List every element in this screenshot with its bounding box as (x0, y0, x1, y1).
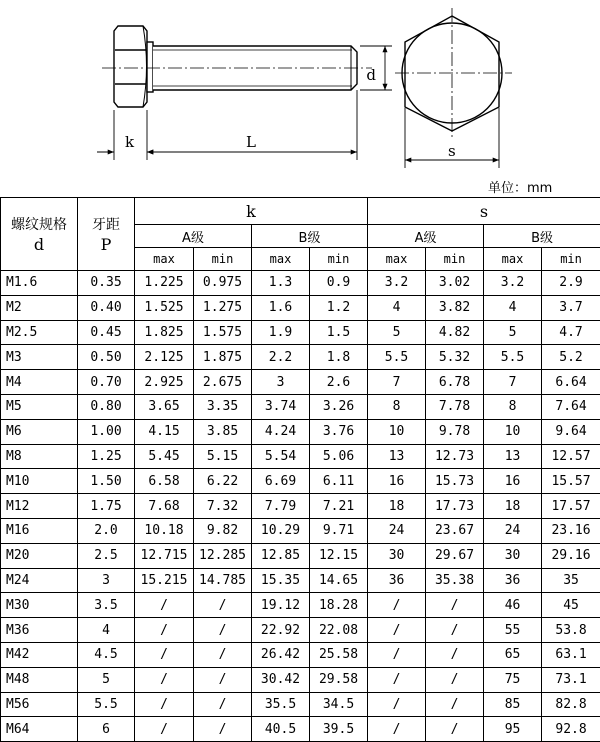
bolt-drawing-svg (0, 0, 600, 175)
pitch-cell: 5 (78, 667, 135, 692)
pitch-cell: 0.35 (78, 271, 135, 296)
s-b-min-cell: 3.7 (542, 295, 600, 320)
pitch-cell: 4.5 (78, 642, 135, 667)
k-b-max-cell: 40.5 (252, 717, 310, 742)
s-b-max-cell: 85 (484, 692, 542, 717)
k-a-max-cell: / (135, 717, 194, 742)
s-a-max-cell: 36 (368, 568, 426, 593)
s-a-max-header: max (368, 248, 426, 271)
s-a-min-cell: 5.32 (426, 345, 484, 370)
k-b-min-cell: 6.11 (310, 469, 368, 494)
k-b-max-cell: 4.24 (252, 419, 310, 444)
s-a-min-header: min (426, 248, 484, 271)
k-b-min-cell: 14.65 (310, 568, 368, 593)
s-a-min-cell: 6.78 (426, 370, 484, 395)
s-b-min-cell: 82.8 (542, 692, 600, 717)
pitch-cell: 0.45 (78, 320, 135, 345)
k-b-max-cell: 1.9 (252, 320, 310, 345)
thread-spec-cell: M2.5 (1, 320, 78, 345)
table-row (1, 444, 600, 469)
k-b-min-cell: 7.21 (310, 494, 368, 519)
s-b-min-cell: 5.2 (542, 345, 600, 370)
thread-spec-symbol: d (33, 234, 45, 254)
k-b-max-cell: 1.3 (252, 271, 310, 296)
k-b-min-cell: 29.58 (310, 667, 368, 692)
k-a-max-cell: 7.68 (135, 494, 194, 519)
thread-spec-cell: M56 (1, 692, 78, 717)
s-a-min-cell: 12.73 (426, 444, 484, 469)
table-row (1, 295, 600, 320)
s-a-max-cell: 3.2 (368, 271, 426, 296)
k-a-min-cell: 2.675 (194, 370, 252, 395)
k-b-max-cell: 3.74 (252, 394, 310, 419)
table-row (1, 370, 600, 395)
k-a-max-cell: / (135, 667, 194, 692)
k-a-min-cell: / (194, 618, 252, 643)
s-a-max-cell: 7 (368, 370, 426, 395)
s-b-min-cell: 35 (542, 568, 600, 593)
s-a-min-cell: 3.02 (426, 271, 484, 296)
s-b-max-cell: 24 (484, 518, 542, 543)
table-row (1, 717, 600, 742)
s-a-max-cell: / (368, 618, 426, 643)
thread-spec-cell: M64 (1, 717, 78, 742)
k-b-min-cell: 1.5 (310, 320, 368, 345)
s-b-max-cell: 3.2 (484, 271, 542, 296)
k-b-max-cell: 10.29 (252, 518, 310, 543)
table-row (1, 394, 600, 419)
s-b-min-cell: 63.1 (542, 642, 600, 667)
s-grade-b-header: B级 (484, 225, 600, 248)
k-a-max-cell: / (135, 692, 194, 717)
s-a-min-cell: 29.67 (426, 543, 484, 568)
k-grade-a-header: A级 (135, 225, 252, 248)
s-a-min-cell: / (426, 667, 484, 692)
s-b-max-cell: 65 (484, 642, 542, 667)
pitch-header (78, 198, 135, 271)
table-row (1, 469, 600, 494)
k-b-min-cell: 0.9 (310, 271, 368, 296)
k-b-max-cell: 5.54 (252, 444, 310, 469)
s-a-min-cell: 9.78 (426, 419, 484, 444)
k-a-min-header: min (194, 248, 252, 271)
k-b-min-cell: 3.76 (310, 419, 368, 444)
end-view (395, 8, 512, 140)
thread-spec-cell: M36 (1, 618, 78, 643)
k-a-min-cell: 1.875 (194, 345, 252, 370)
s-b-min-cell: 23.16 (542, 518, 600, 543)
unit-label: 单位：mm (488, 181, 553, 196)
thread-spec-cell: M24 (1, 568, 78, 593)
pitch-cell: 0.40 (78, 295, 135, 320)
bolt-drawing (0, 0, 600, 175)
thread-spec-cell: M3 (1, 345, 78, 370)
s-b-max-cell: 55 (484, 618, 542, 643)
k-b-min-cell: 25.58 (310, 642, 368, 667)
s-b-min-cell: 2.9 (542, 271, 600, 296)
s-b-min-cell: 92.8 (542, 717, 600, 742)
thread-spec-header (1, 198, 78, 271)
s-b-max-cell: 8 (484, 394, 542, 419)
s-a-max-cell: 16 (368, 469, 426, 494)
s-b-max-cell: 16 (484, 469, 542, 494)
k-a-max-cell: / (135, 618, 194, 643)
k-a-min-cell: 3.35 (194, 394, 252, 419)
k-b-min-cell: 1.2 (310, 295, 368, 320)
s-b-min-cell: 73.1 (542, 667, 600, 692)
thread-spec-cell: M12 (1, 494, 78, 519)
s-a-max-cell: 5.5 (368, 345, 426, 370)
table-row (1, 692, 600, 717)
s-b-max-cell: 36 (484, 568, 542, 593)
s-b-max-cell: 13 (484, 444, 542, 469)
s-a-max-cell: 10 (368, 419, 426, 444)
k-a-max-cell: 2.925 (135, 370, 194, 395)
s-a-min-cell: 17.73 (426, 494, 484, 519)
s-a-max-cell: 30 (368, 543, 426, 568)
k-a-min-cell: / (194, 667, 252, 692)
s-grade-a-header: A级 (368, 225, 484, 248)
thread-spec-cell: M16 (1, 518, 78, 543)
k-a-min-cell: / (194, 593, 252, 618)
s-a-max-cell: / (368, 642, 426, 667)
table-row (1, 667, 600, 692)
pitch-cell: 3 (78, 568, 135, 593)
k-a-max-cell: 12.715 (135, 543, 194, 568)
k-b-max-header: max (252, 248, 310, 271)
k-b-max-cell: 1.6 (252, 295, 310, 320)
bolt-spec-table (0, 197, 600, 742)
table-row (1, 642, 600, 667)
s-b-max-cell: 46 (484, 593, 542, 618)
s-a-max-cell: / (368, 692, 426, 717)
pitch-cell: 2.5 (78, 543, 135, 568)
pitch-cell: 3.5 (78, 593, 135, 618)
dim-s-label: s (448, 142, 456, 160)
dim-d-label: d (366, 66, 376, 84)
s-b-min-cell: 17.57 (542, 494, 600, 519)
table-row (1, 419, 600, 444)
k-a-min-cell: 9.82 (194, 518, 252, 543)
s-a-min-cell: / (426, 642, 484, 667)
s-a-min-cell: 35.38 (426, 568, 484, 593)
s-a-max-cell: 18 (368, 494, 426, 519)
pitch-cell: 4 (78, 618, 135, 643)
s-b-max-cell: 5.5 (484, 345, 542, 370)
s-b-min-cell: 15.57 (542, 469, 600, 494)
header-row-1 (1, 198, 600, 225)
k-a-max-cell: 2.125 (135, 345, 194, 370)
k-a-max-cell: 4.15 (135, 419, 194, 444)
k-a-min-cell: / (194, 717, 252, 742)
s-a-max-cell: / (368, 667, 426, 692)
k-b-min-cell: 3.26 (310, 394, 368, 419)
k-a-min-cell: / (194, 692, 252, 717)
pitch-symbol: P (100, 234, 112, 254)
k-b-max-cell: 12.85 (252, 543, 310, 568)
k-b-min-cell: 2.6 (310, 370, 368, 395)
s-a-max-cell: / (368, 717, 426, 742)
k-group-header: k (135, 198, 368, 225)
s-b-min-cell: 9.64 (542, 419, 600, 444)
k-a-max-cell: 1.525 (135, 295, 194, 320)
k-a-min-cell: 7.32 (194, 494, 252, 519)
s-b-min-cell: 12.57 (542, 444, 600, 469)
k-b-max-cell: 30.42 (252, 667, 310, 692)
s-a-min-cell: / (426, 717, 484, 742)
pitch-cell: 2.0 (78, 518, 135, 543)
s-b-min-cell: 45 (542, 593, 600, 618)
k-a-min-cell: 1.275 (194, 295, 252, 320)
s-b-max-cell: 4 (484, 295, 542, 320)
thread-spec-cell: M48 (1, 667, 78, 692)
k-b-min-cell: 1.8 (310, 345, 368, 370)
k-a-max-cell: 5.45 (135, 444, 194, 469)
pitch-cell: 0.70 (78, 370, 135, 395)
thread-spec-cell: M8 (1, 444, 78, 469)
table-row (1, 543, 600, 568)
k-a-max-header: max (135, 248, 194, 271)
s-b-min-cell: 6.64 (542, 370, 600, 395)
s-a-min-cell: / (426, 618, 484, 643)
s-b-min-header: min (542, 248, 600, 271)
s-b-max-cell: 95 (484, 717, 542, 742)
s-a-min-cell: / (426, 593, 484, 618)
k-b-max-cell: 19.12 (252, 593, 310, 618)
s-b-max-cell: 75 (484, 667, 542, 692)
k-b-min-header: min (310, 248, 368, 271)
table-row (1, 271, 600, 296)
k-a-max-cell: 1.225 (135, 271, 194, 296)
k-a-max-cell: 15.215 (135, 568, 194, 593)
table-row (1, 568, 600, 593)
s-a-max-cell: 5 (368, 320, 426, 345)
k-b-max-cell: 2.2 (252, 345, 310, 370)
s-b-min-cell: 7.64 (542, 394, 600, 419)
table-row (1, 494, 600, 519)
s-a-max-cell: 8 (368, 394, 426, 419)
table-row (1, 320, 600, 345)
s-a-min-cell: / (426, 692, 484, 717)
pitch-cell: 1.75 (78, 494, 135, 519)
s-b-max-cell: 7 (484, 370, 542, 395)
s-b-max-cell: 30 (484, 543, 542, 568)
k-grade-b-header: B级 (252, 225, 368, 248)
k-a-min-cell: / (194, 642, 252, 667)
pitch-cell: 1.00 (78, 419, 135, 444)
s-a-max-cell: / (368, 593, 426, 618)
k-a-min-cell: 1.575 (194, 320, 252, 345)
k-a-min-cell: 6.22 (194, 469, 252, 494)
thread-spec-cell: M2 (1, 295, 78, 320)
k-a-max-cell: / (135, 593, 194, 618)
dim-L-label: L (246, 133, 256, 151)
k-a-min-cell: 3.85 (194, 419, 252, 444)
k-a-max-cell: / (135, 642, 194, 667)
k-b-min-cell: 22.08 (310, 618, 368, 643)
k-b-min-cell: 34.5 (310, 692, 368, 717)
k-a-max-cell: 6.58 (135, 469, 194, 494)
s-b-max-cell: 10 (484, 419, 542, 444)
thread-spec-cell: M20 (1, 543, 78, 568)
k-a-min-cell: 12.285 (194, 543, 252, 568)
pitch-cell: 6 (78, 717, 135, 742)
k-b-min-cell: 39.5 (310, 717, 368, 742)
s-b-max-cell: 18 (484, 494, 542, 519)
thread-spec-cell: M5 (1, 394, 78, 419)
table-row (1, 593, 600, 618)
thread-spec-cell: M1.6 (1, 271, 78, 296)
k-a-min-cell: 5.15 (194, 444, 252, 469)
pitch-label: 牙距 (92, 216, 120, 233)
k-a-max-cell: 1.825 (135, 320, 194, 345)
s-a-min-cell: 23.67 (426, 518, 484, 543)
k-a-max-cell: 3.65 (135, 394, 194, 419)
s-a-min-cell: 3.82 (426, 295, 484, 320)
k-b-max-cell: 7.79 (252, 494, 310, 519)
thread-spec-cell: M10 (1, 469, 78, 494)
table-row (1, 518, 600, 543)
k-a-max-cell: 10.18 (135, 518, 194, 543)
thread-spec-label: 螺纹规格 (11, 216, 67, 233)
k-b-max-cell: 3 (252, 370, 310, 395)
pitch-cell: 5.5 (78, 692, 135, 717)
pitch-cell: 0.50 (78, 345, 135, 370)
s-b-min-cell: 29.16 (542, 543, 600, 568)
table-row (1, 345, 600, 370)
k-b-min-cell: 18.28 (310, 593, 368, 618)
k-b-max-cell: 26.42 (252, 642, 310, 667)
s-b-max-header: max (484, 248, 542, 271)
s-a-min-cell: 15.73 (426, 469, 484, 494)
k-b-min-cell: 9.71 (310, 518, 368, 543)
s-b-max-cell: 5 (484, 320, 542, 345)
pitch-cell: 0.80 (78, 394, 135, 419)
k-b-max-cell: 15.35 (252, 568, 310, 593)
k-b-min-cell: 12.15 (310, 543, 368, 568)
pitch-cell: 1.50 (78, 469, 135, 494)
k-b-max-cell: 6.69 (252, 469, 310, 494)
k-a-min-cell: 0.975 (194, 271, 252, 296)
dim-k-label: k (125, 133, 135, 151)
k-b-max-cell: 22.92 (252, 618, 310, 643)
table-row (1, 618, 600, 643)
s-b-min-cell: 53.8 (542, 618, 600, 643)
thread-spec-cell: M6 (1, 419, 78, 444)
s-b-min-cell: 4.7 (542, 320, 600, 345)
thread-spec-cell: M30 (1, 593, 78, 618)
s-a-min-cell: 7.78 (426, 394, 484, 419)
k-b-min-cell: 5.06 (310, 444, 368, 469)
k-b-max-cell: 35.5 (252, 692, 310, 717)
thread-spec-cell: M4 (1, 370, 78, 395)
s-a-max-cell: 13 (368, 444, 426, 469)
k-a-min-cell: 14.785 (194, 568, 252, 593)
s-group-header: s (368, 198, 600, 225)
s-a-max-cell: 4 (368, 295, 426, 320)
side-view (102, 26, 372, 107)
pitch-cell: 1.25 (78, 444, 135, 469)
thread-spec-cell: M42 (1, 642, 78, 667)
s-a-min-cell: 4.82 (426, 320, 484, 345)
s-a-max-cell: 24 (368, 518, 426, 543)
